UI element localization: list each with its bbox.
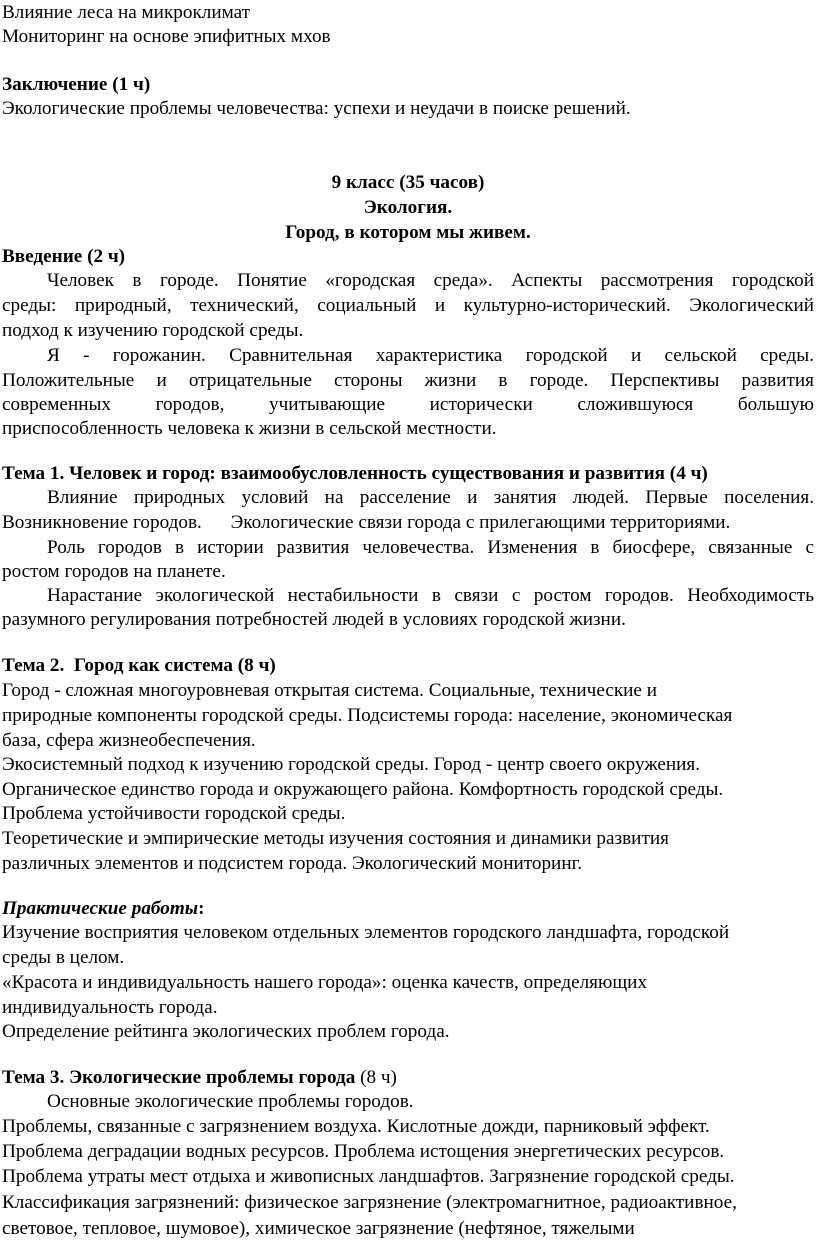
paragraph-line: Проблемы, связанные с загрязнением воздуха. Кислотные дожди, парниковый эффект. bbox=[2, 1116, 710, 1137]
section-heading-topic-3 bbox=[2, 1065, 814, 1091]
practical-works-heading bbox=[2, 896, 814, 922]
paragraph-line: природные компоненты городской среды. Подсистемы города: население, экономическая bbox=[2, 705, 733, 726]
paragraph-line: Проблема деградации водных ресурсов. Проблема истощения энергетических ресурсов. bbox=[2, 1141, 725, 1162]
paragraph-line: Органическое единство города и окружающего района. Комфортность городской среды. bbox=[2, 779, 724, 800]
paragraph-line: Роль городов в истории развития человечества. Изменения в биосфере, связанные с bbox=[47, 537, 814, 558]
paragraph-line: индивидуальность города. bbox=[2, 997, 218, 1018]
paragraph-line: среды в целом. bbox=[2, 947, 125, 968]
paragraph-line: Нарастание экологической нестабильности в связи с ростом городов. Необходимость bbox=[47, 585, 814, 606]
section-heading-intro: Введение (2 ч) bbox=[2, 246, 126, 267]
paragraph-line: «Красота и индивидуальность нашего города»: оценка качеств, определяющих bbox=[2, 972, 647, 993]
paragraph-line: Основные экологические проблемы городов. bbox=[47, 1091, 414, 1112]
paragraph-line: Человек в городе. Понятие «городская среда». Аспекты рассмотрения городской bbox=[47, 270, 814, 291]
paragraph-line: подход к изучению городской среды. bbox=[2, 320, 304, 341]
section-heading-topic-2: Тема 2. Город как система (8 ч) bbox=[2, 655, 276, 676]
course-title: Город, в котором мы живем. bbox=[285, 222, 531, 243]
paragraph-line: разумного регулирования потребностей людей в условиях городской жизни. bbox=[2, 609, 626, 630]
text-line: Мониторинг на основе эпифитных мхов bbox=[2, 26, 331, 47]
paragraph-line: Классификация загрязнений: физическое загрязнение (электромагнитное, радиоактивное, bbox=[2, 1192, 737, 1213]
paragraph-line: Изучение восприятия человеком отдельных элементов городского ландшафта, городской bbox=[2, 922, 730, 943]
paragraph-line: Проблема устойчивости городской среды. bbox=[2, 803, 346, 824]
section-heading-conclusion: Заключение (1 ч) bbox=[2, 74, 151, 95]
text-line: Экологические проблемы человечества: успехи и неудачи в поиске решений. bbox=[2, 98, 631, 119]
subject-title: Экология. bbox=[363, 197, 453, 218]
paragraph-line: Проблема утраты мест отдыха и живописных ландшафтов. Загрязнение городской среды. bbox=[2, 1166, 735, 1187]
paragraph-line: Экосистемный подход к изучению городской среды. Город - центр своего окружения. bbox=[2, 754, 700, 775]
paragraph-line: различных элементов и подсистем города. Экологический мониторинг. bbox=[2, 853, 583, 874]
paragraph-line: среды: природный, технический, социальный и культурно-исторический. Экологический bbox=[2, 295, 814, 316]
topic-3-hours: (8 ч) bbox=[355, 1067, 397, 1088]
practical-works-colon: : bbox=[198, 898, 205, 919]
section-heading-topic-1: Тема 1. Человек и город: взаимообусловленность существования и развития (4 ч) bbox=[2, 463, 708, 484]
text-line: Влияние леса на микроклимат bbox=[2, 2, 251, 23]
paragraph-line: Определение рейтинга экологических проблем города. bbox=[2, 1021, 450, 1042]
practical-works-label: Практические работы bbox=[2, 898, 199, 919]
paragraph-line: Влияние природных условий на расселение и занятия людей. Первые поселения. bbox=[47, 487, 814, 508]
paragraph-line: ростом городов на планете. bbox=[2, 561, 226, 582]
topic-3-title: Тема 3. Экологические проблемы города bbox=[2, 1067, 356, 1088]
paragraph-line: Я - горожанин. Сравнительная характеристика городской и сельской среды. bbox=[47, 345, 814, 366]
paragraph-line: современных городов, учитывающие исторически сложившуюся большую bbox=[2, 394, 814, 415]
paragraph-line: приспособленность человека к жизни в сельской местности. bbox=[2, 418, 497, 439]
paragraph-line: база, сфера жизнеобеспечения. bbox=[2, 730, 256, 751]
paragraph-line: Теоретические и эмпирические методы изучения состояния и динамики развития bbox=[2, 828, 669, 849]
paragraph-line: Город - сложная многоуровневая открытая система. Социальные, технические и bbox=[2, 680, 658, 701]
grade-title: 9 класс (35 часов) bbox=[331, 172, 485, 193]
paragraph-line: Возникновение городов. Экологические связи города с прилегающими территориями. bbox=[2, 512, 731, 533]
paragraph-line: Положительные и отрицательные стороны жизни в городе. Перспективы развития bbox=[2, 370, 814, 391]
paragraph-line: световое, тепловое, шумовое), химическое загрязнение (нефтяное, тяжелыми bbox=[2, 1218, 635, 1239]
